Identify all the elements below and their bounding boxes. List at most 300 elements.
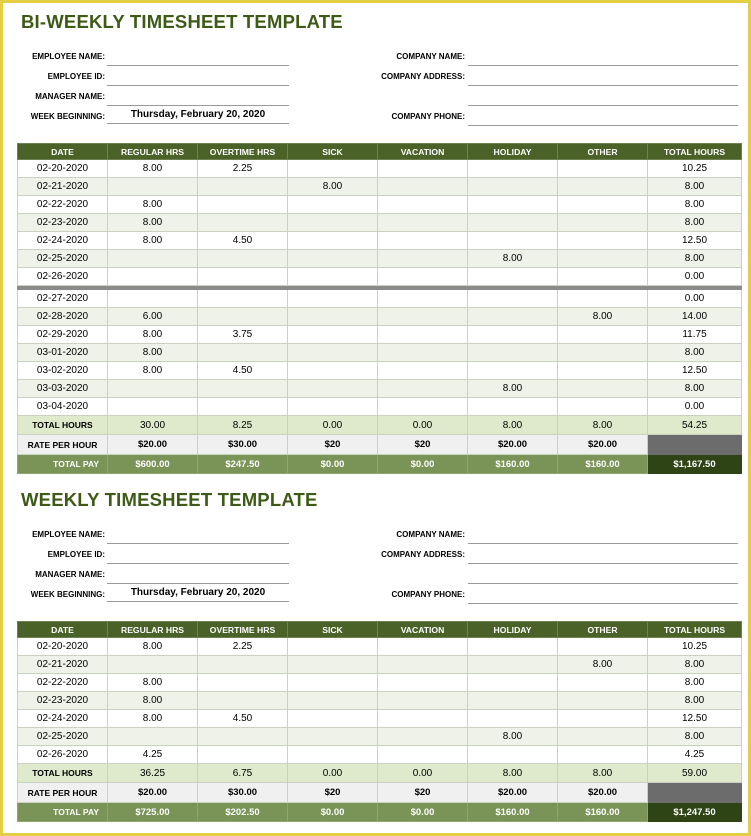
col-header: OTHER xyxy=(558,144,648,160)
hours-cell[interactable] xyxy=(198,214,288,232)
hours-cell[interactable] xyxy=(558,692,648,710)
hours-cell[interactable] xyxy=(288,214,378,232)
company-name-label: COMPANY NAME: xyxy=(396,530,465,539)
total-cell: 36.25 xyxy=(108,764,198,783)
company-name-field[interactable] xyxy=(468,527,738,544)
col-header: OVERTIME HRS xyxy=(198,144,288,160)
hours-cell[interactable] xyxy=(558,674,648,692)
hours-cell[interactable] xyxy=(198,196,288,214)
total-hours-cell: 0.00 xyxy=(648,268,742,286)
table-row xyxy=(18,290,742,308)
hours-cell[interactable]: 4.25 xyxy=(108,746,198,764)
hours-cell[interactable]: 8.00 xyxy=(108,710,198,728)
hours-cell[interactable]: 8.00 xyxy=(108,214,198,232)
hours-cell[interactable]: 8.00 xyxy=(468,728,558,746)
hours-cell[interactable] xyxy=(288,290,378,308)
hours-cell[interactable] xyxy=(468,656,558,674)
hours-cell[interactable] xyxy=(558,232,648,250)
total-cell: 8.00 xyxy=(468,764,558,783)
total-cell: 0.00 xyxy=(378,764,468,783)
rate-row xyxy=(18,435,742,455)
hours-cell[interactable] xyxy=(558,326,648,344)
total-hours-cell: 12.50 xyxy=(648,362,742,380)
hours-cell[interactable] xyxy=(558,746,648,764)
hours-cell[interactable]: 8.00 xyxy=(108,344,198,362)
hours-cell[interactable] xyxy=(198,746,288,764)
date-cell: 02-25-2020 xyxy=(18,250,108,268)
hours-cell[interactable]: 8.00 xyxy=(558,656,648,674)
col-header: SICK xyxy=(288,622,378,638)
hours-cell[interactable] xyxy=(378,656,468,674)
table-row xyxy=(18,710,742,728)
date-cell: 02-27-2020 xyxy=(18,290,108,308)
rate-row xyxy=(18,783,742,803)
total-cell: 0.00 xyxy=(378,416,468,435)
pay-cell: $725.00 xyxy=(108,803,198,822)
total-cell: 54.25 xyxy=(648,416,742,435)
pay-cell: $202.50 xyxy=(198,803,288,822)
hours-cell[interactable] xyxy=(288,710,378,728)
weekly-summary xyxy=(18,764,742,822)
hours-cell[interactable] xyxy=(198,674,288,692)
hours-cell[interactable] xyxy=(468,160,558,178)
table-row xyxy=(18,398,742,416)
total-hours-cell: 10.25 xyxy=(648,638,742,656)
employee-name-field[interactable] xyxy=(107,49,289,66)
table-row xyxy=(18,250,742,268)
hours-cell[interactable] xyxy=(198,250,288,268)
hours-cell[interactable] xyxy=(108,398,198,416)
grand-total-pay: $1,247.50 xyxy=(648,803,742,822)
hours-cell[interactable] xyxy=(288,196,378,214)
hours-cell[interactable] xyxy=(288,326,378,344)
hours-cell[interactable] xyxy=(378,344,468,362)
hours-cell[interactable] xyxy=(558,268,648,286)
hours-cell[interactable] xyxy=(288,362,378,380)
date-cell: 02-20-2020 xyxy=(18,638,108,656)
employee-id-field[interactable] xyxy=(107,69,289,86)
employee-id-label: EMPLOYEE ID: xyxy=(47,72,105,81)
date-cell: 03-02-2020 xyxy=(18,362,108,380)
hours-cell[interactable] xyxy=(558,290,648,308)
hours-cell[interactable] xyxy=(378,638,468,656)
hours-cell[interactable]: 8.00 xyxy=(108,638,198,656)
total-hours-cell: 8.00 xyxy=(648,196,742,214)
table-row xyxy=(18,326,742,344)
pay-cell: $160.00 xyxy=(558,455,648,474)
company-phone-label: COMPANY PHONE: xyxy=(391,112,465,121)
col-header: VACATION xyxy=(378,144,468,160)
hours-cell[interactable]: 8.00 xyxy=(108,326,198,344)
header-row xyxy=(18,144,742,160)
date-cell: 02-23-2020 xyxy=(18,692,108,710)
hours-cell[interactable]: 2.25 xyxy=(198,160,288,178)
row-label: TOTAL HOURS xyxy=(18,416,108,435)
employee-name-label: EMPLOYEE NAME: xyxy=(32,530,105,539)
rate-cell[interactable]: $20.00 xyxy=(468,435,558,455)
pay-cell: $160.00 xyxy=(468,803,558,822)
hours-cell[interactable] xyxy=(108,656,198,674)
hours-cell[interactable] xyxy=(378,728,468,746)
hours-cell[interactable] xyxy=(108,380,198,398)
header-row xyxy=(18,622,742,638)
total-cell: 0.00 xyxy=(288,416,378,435)
hours-cell[interactable] xyxy=(198,398,288,416)
hours-cell[interactable] xyxy=(378,268,468,286)
company-phone-label: COMPANY PHONE: xyxy=(391,590,465,599)
table-row xyxy=(18,214,742,232)
rate-cell[interactable]: $30.00 xyxy=(198,435,288,455)
total-hours-cell: 8.00 xyxy=(648,656,742,674)
week-beginning-label: WEEK BEGINNING: xyxy=(30,112,105,121)
hours-cell[interactable] xyxy=(198,656,288,674)
col-header: OTHER xyxy=(558,622,648,638)
col-header: TOTAL HOURS xyxy=(648,622,742,638)
col-header: DATE xyxy=(18,622,108,638)
hours-cell[interactable] xyxy=(378,326,468,344)
employee-id-label: EMPLOYEE ID: xyxy=(47,550,105,559)
biweekly-week2-body xyxy=(18,290,742,416)
table-row xyxy=(18,674,742,692)
hours-cell[interactable] xyxy=(288,692,378,710)
hours-cell[interactable] xyxy=(558,638,648,656)
pay-cell: $600.00 xyxy=(108,455,198,474)
total-hours-cell: 4.25 xyxy=(648,746,742,764)
date-cell: 02-26-2020 xyxy=(18,746,108,764)
hours-cell[interactable]: 8.00 xyxy=(108,196,198,214)
total-hours-cell: 0.00 xyxy=(648,290,742,308)
hours-cell[interactable]: 8.00 xyxy=(108,674,198,692)
biweekly-week1-body xyxy=(18,160,742,286)
rate-cell[interactable]: $20 xyxy=(288,435,378,455)
hours-cell[interactable]: 4.50 xyxy=(198,362,288,380)
company-address-field[interactable] xyxy=(468,69,738,86)
date-cell: 02-24-2020 xyxy=(18,710,108,728)
hours-cell[interactable] xyxy=(468,326,558,344)
total-cell: 30.00 xyxy=(108,416,198,435)
total-hours-cell: 8.00 xyxy=(648,728,742,746)
table-row xyxy=(18,232,742,250)
hours-cell[interactable]: 8.00 xyxy=(108,692,198,710)
pay-cell: $160.00 xyxy=(558,803,648,822)
table-row xyxy=(18,380,742,398)
hours-cell[interactable] xyxy=(198,308,288,326)
hours-cell[interactable] xyxy=(558,710,648,728)
company-phone-field[interactable] xyxy=(468,109,738,126)
table-row xyxy=(18,160,742,178)
pay-cell: $0.00 xyxy=(378,803,468,822)
rate-cell[interactable]: $20 xyxy=(378,435,468,455)
manager-name-field[interactable] xyxy=(107,567,289,584)
company-name-field[interactable] xyxy=(468,49,738,66)
hours-cell[interactable]: 8.00 xyxy=(108,232,198,250)
hours-cell[interactable]: 8.00 xyxy=(108,362,198,380)
table-row xyxy=(18,268,742,286)
hours-cell[interactable] xyxy=(468,344,558,362)
hours-cell[interactable] xyxy=(468,290,558,308)
date-cell: 02-26-2020 xyxy=(18,268,108,286)
total-cell: 6.75 xyxy=(198,764,288,783)
company-phone-field[interactable] xyxy=(468,587,738,604)
hours-cell[interactable] xyxy=(468,674,558,692)
manager-name-label: MANAGER NAME: xyxy=(35,570,105,579)
hours-cell[interactable] xyxy=(468,746,558,764)
hours-cell[interactable]: 2.25 xyxy=(198,638,288,656)
hours-cell[interactable] xyxy=(198,380,288,398)
company-address-label: COMPANY ADDRESS: xyxy=(381,72,465,81)
hours-cell[interactable] xyxy=(468,268,558,286)
hours-cell[interactable] xyxy=(288,656,378,674)
hours-cell[interactable] xyxy=(558,250,648,268)
rate-blank-cell xyxy=(648,435,742,455)
col-header: HOLIDAY xyxy=(468,622,558,638)
company-address-label: COMPANY ADDRESS: xyxy=(381,550,465,559)
hours-cell[interactable] xyxy=(378,674,468,692)
manager-name-field[interactable] xyxy=(107,89,289,106)
hours-cell[interactable] xyxy=(288,398,378,416)
hours-cell[interactable] xyxy=(378,214,468,232)
hours-cell[interactable] xyxy=(378,362,468,380)
col-header: SICK xyxy=(288,144,378,160)
weekly-title: WEEKLY TIMESHEET TEMPLATE xyxy=(21,489,318,510)
total-hours-cell: 12.50 xyxy=(648,232,742,250)
hours-cell[interactable] xyxy=(558,728,648,746)
date-cell: 02-23-2020 xyxy=(18,214,108,232)
total-pay-row xyxy=(18,803,742,822)
table-row xyxy=(18,344,742,362)
hours-cell[interactable] xyxy=(378,250,468,268)
hours-cell[interactable]: 4.50 xyxy=(198,710,288,728)
hours-cell[interactable] xyxy=(378,308,468,326)
hours-cell[interactable] xyxy=(378,160,468,178)
date-cell: 02-21-2020 xyxy=(18,178,108,196)
hours-cell[interactable] xyxy=(288,160,378,178)
hours-cell[interactable] xyxy=(468,232,558,250)
hours-cell[interactable] xyxy=(468,398,558,416)
date-cell: 02-22-2020 xyxy=(18,196,108,214)
hours-cell[interactable] xyxy=(468,638,558,656)
hours-cell[interactable] xyxy=(198,344,288,362)
hours-cell[interactable] xyxy=(468,178,558,196)
hours-cell[interactable] xyxy=(198,268,288,286)
biweekly-info-block xyxy=(17,49,741,143)
company-address-field-2[interactable] xyxy=(468,567,738,584)
row-label: RATE PER HOUR xyxy=(18,783,108,803)
rate-cell[interactable]: $20 xyxy=(378,783,468,803)
hours-cell[interactable] xyxy=(198,728,288,746)
total-hours-row xyxy=(18,764,742,783)
hours-cell[interactable] xyxy=(468,308,558,326)
hours-cell[interactable]: 8.00 xyxy=(468,250,558,268)
hours-cell[interactable] xyxy=(198,290,288,308)
total-hours-cell: 12.50 xyxy=(648,710,742,728)
hours-cell[interactable] xyxy=(558,160,648,178)
hours-cell[interactable] xyxy=(468,710,558,728)
hours-cell[interactable] xyxy=(288,308,378,326)
hours-cell[interactable] xyxy=(108,290,198,308)
pay-cell: $0.00 xyxy=(288,455,378,474)
hours-cell[interactable] xyxy=(378,178,468,196)
total-hours-cell: 0.00 xyxy=(648,398,742,416)
hours-cell[interactable]: 3.75 xyxy=(198,326,288,344)
total-hours-cell: 14.00 xyxy=(648,308,742,326)
table-row xyxy=(18,746,742,764)
total-hours-cell: 8.00 xyxy=(648,250,742,268)
hours-cell[interactable] xyxy=(468,214,558,232)
week-beginning-field[interactable]: Thursday, February 20, 2020 xyxy=(107,585,289,602)
date-cell: 02-20-2020 xyxy=(18,160,108,178)
total-cell: 0.00 xyxy=(288,764,378,783)
hours-cell[interactable]: 8.00 xyxy=(108,160,198,178)
col-header: REGULAR HRS xyxy=(108,144,198,160)
hours-cell[interactable] xyxy=(288,232,378,250)
hours-cell[interactable] xyxy=(468,692,558,710)
company-address-field-2[interactable] xyxy=(468,89,738,106)
total-cell: 59.00 xyxy=(648,764,742,783)
col-header: VACATION xyxy=(378,622,468,638)
hours-cell[interactable] xyxy=(288,344,378,362)
col-header: HOLIDAY xyxy=(468,144,558,160)
hours-cell[interactable] xyxy=(558,362,648,380)
hours-cell[interactable] xyxy=(378,746,468,764)
rate-cell[interactable]: $20.00 xyxy=(558,435,648,455)
date-cell: 03-04-2020 xyxy=(18,398,108,416)
hours-cell[interactable]: 8.00 xyxy=(558,308,648,326)
hours-cell[interactable] xyxy=(288,674,378,692)
hours-cell[interactable] xyxy=(378,398,468,416)
table-row xyxy=(18,308,742,326)
hours-cell[interactable]: 8.00 xyxy=(468,380,558,398)
total-hours-cell: 8.00 xyxy=(648,178,742,196)
hours-cell[interactable] xyxy=(288,638,378,656)
hours-cell[interactable] xyxy=(378,380,468,398)
total-cell: 8.00 xyxy=(558,764,648,783)
rate-cell[interactable]: $20.00 xyxy=(558,783,648,803)
table-row xyxy=(18,362,742,380)
total-pay-row xyxy=(18,455,742,474)
row-label: TOTAL HOURS xyxy=(18,764,108,783)
rate-cell[interactable]: $20.00 xyxy=(468,783,558,803)
col-header: OVERTIME HRS xyxy=(198,622,288,638)
hours-cell[interactable] xyxy=(288,380,378,398)
hours-cell[interactable] xyxy=(108,728,198,746)
hours-cell[interactable] xyxy=(108,178,198,196)
company-address-field[interactable] xyxy=(468,547,738,564)
hours-cell[interactable] xyxy=(108,268,198,286)
biweekly-timesheet-table xyxy=(17,143,742,474)
hours-cell[interactable] xyxy=(288,250,378,268)
date-cell: 02-25-2020 xyxy=(18,728,108,746)
employee-name-label: EMPLOYEE NAME: xyxy=(32,52,105,61)
hours-cell[interactable] xyxy=(378,196,468,214)
date-cell: 02-22-2020 xyxy=(18,674,108,692)
col-header: TOTAL HOURS xyxy=(648,144,742,160)
company-name-label: COMPANY NAME: xyxy=(396,52,465,61)
rate-cell[interactable]: $20.00 xyxy=(108,435,198,455)
table-row xyxy=(18,638,742,656)
total-hours-row xyxy=(18,416,742,435)
hours-cell[interactable] xyxy=(558,398,648,416)
hours-cell[interactable] xyxy=(288,746,378,764)
table-row xyxy=(18,728,742,746)
table-row xyxy=(18,656,742,674)
row-label: RATE PER HOUR xyxy=(18,435,108,455)
col-header: DATE xyxy=(18,144,108,160)
table-row xyxy=(18,692,742,710)
total-hours-cell: 8.00 xyxy=(648,344,742,362)
date-cell: 03-03-2020 xyxy=(18,380,108,398)
hours-cell[interactable] xyxy=(558,344,648,362)
hours-cell[interactable] xyxy=(378,232,468,250)
col-header: REGULAR HRS xyxy=(108,622,198,638)
date-cell: 02-24-2020 xyxy=(18,232,108,250)
hours-cell[interactable] xyxy=(558,380,648,398)
weekly-section xyxy=(17,489,741,822)
hours-cell[interactable] xyxy=(558,214,648,232)
pay-cell: $0.00 xyxy=(378,455,468,474)
hours-cell[interactable] xyxy=(198,178,288,196)
table-row xyxy=(18,196,742,214)
hours-cell[interactable] xyxy=(108,250,198,268)
weekly-info-block xyxy=(17,527,741,621)
employee-name-field[interactable] xyxy=(107,527,289,544)
date-cell: 02-29-2020 xyxy=(18,326,108,344)
hours-cell[interactable] xyxy=(378,692,468,710)
row-label: TOTAL PAY xyxy=(18,455,108,474)
hours-cell[interactable]: 4.50 xyxy=(198,232,288,250)
row-label: TOTAL PAY xyxy=(18,803,108,822)
manager-name-label: MANAGER NAME: xyxy=(35,92,105,101)
hours-cell[interactable] xyxy=(378,290,468,308)
total-hours-cell: 8.00 xyxy=(648,380,742,398)
hours-cell[interactable] xyxy=(288,728,378,746)
total-cell: 8.00 xyxy=(468,416,558,435)
date-cell: 03-01-2020 xyxy=(18,344,108,362)
week-beginning-field[interactable]: Thursday, February 20, 2020 xyxy=(107,107,289,124)
week-beginning-label: WEEK BEGINNING: xyxy=(30,590,105,599)
biweekly-title: BI-WEEKLY TIMESHEET TEMPLATE xyxy=(21,11,343,32)
weekly-week1-body xyxy=(18,638,742,764)
total-cell: 8.25 xyxy=(198,416,288,435)
hours-cell[interactable] xyxy=(468,362,558,380)
hours-cell[interactable] xyxy=(558,196,648,214)
rate-cell[interactable]: $20.00 xyxy=(108,783,198,803)
hours-cell[interactable]: 6.00 xyxy=(108,308,198,326)
rate-blank-cell xyxy=(648,783,742,803)
hours-cell[interactable] xyxy=(468,196,558,214)
employee-id-field[interactable] xyxy=(107,547,289,564)
hours-cell[interactable] xyxy=(558,178,648,196)
rate-cell[interactable]: $30.00 xyxy=(198,783,288,803)
hours-cell[interactable] xyxy=(288,268,378,286)
total-hours-cell: 8.00 xyxy=(648,674,742,692)
pay-cell: $0.00 xyxy=(288,803,378,822)
biweekly-section xyxy=(17,11,741,474)
date-cell: 02-21-2020 xyxy=(18,656,108,674)
total-hours-cell: 8.00 xyxy=(648,214,742,232)
pay-cell: $160.00 xyxy=(468,455,558,474)
total-cell: 8.00 xyxy=(558,416,648,435)
hours-cell[interactable] xyxy=(378,710,468,728)
total-hours-cell: 11.75 xyxy=(648,326,742,344)
table-row xyxy=(18,178,742,196)
rate-cell[interactable]: $20 xyxy=(288,783,378,803)
hours-cell[interactable]: 8.00 xyxy=(288,178,378,196)
total-hours-cell: 8.00 xyxy=(648,692,742,710)
date-cell: 02-28-2020 xyxy=(18,308,108,326)
hours-cell[interactable] xyxy=(198,692,288,710)
biweekly-summary xyxy=(18,416,742,474)
